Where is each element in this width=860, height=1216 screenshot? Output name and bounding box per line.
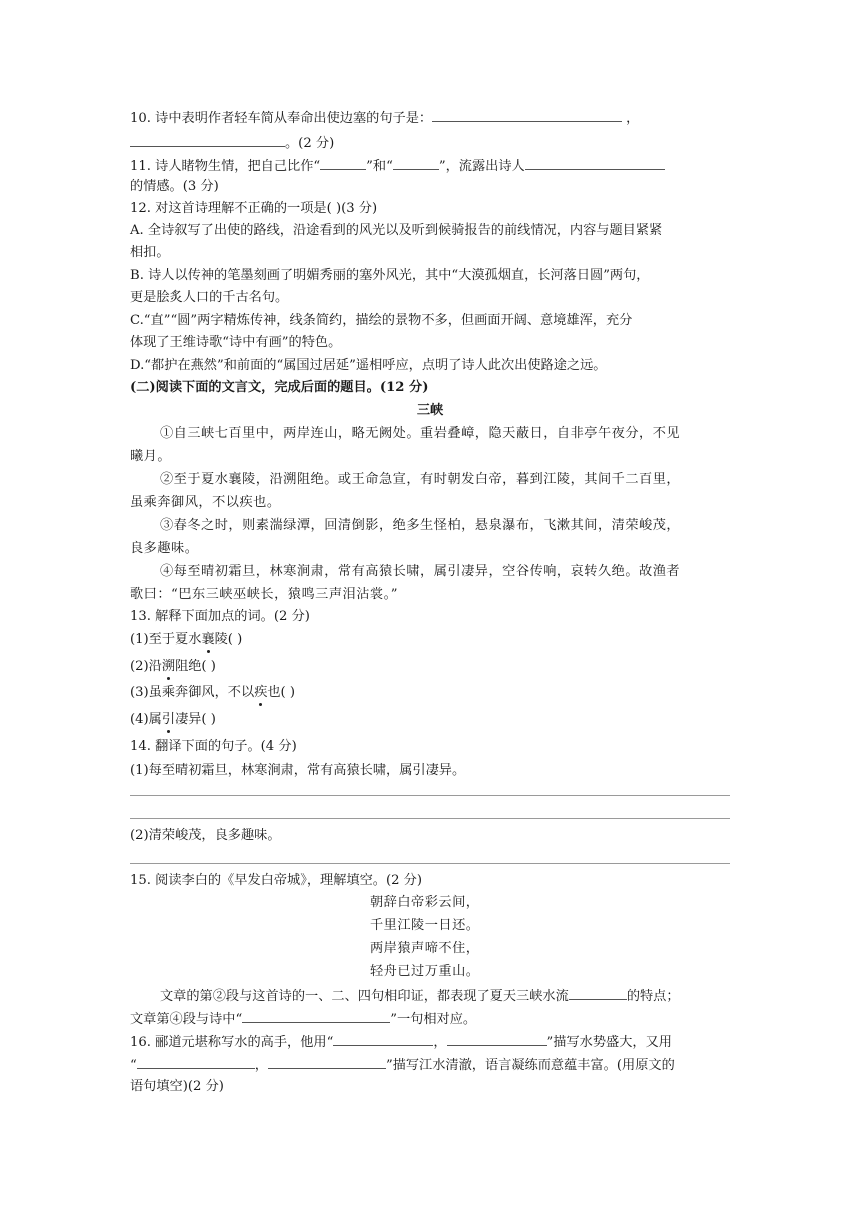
q10-blank-2[interactable] [130, 132, 285, 147]
poem-line-1: 朝辞白帝彩云间， [370, 895, 480, 910]
q16-text-e: ， [254, 1058, 268, 1073]
q16-text-d: “ [130, 1058, 137, 1073]
passage-title: 三峡 [416, 403, 444, 418]
q13-item-1[interactable] [130, 630, 242, 650]
q13-item-3-post: 也( ) [267, 685, 296, 700]
q11-text-b: ”和“ [366, 159, 393, 174]
q13-item-4-dotted-word: 引 [162, 710, 175, 730]
q10-text: 10. 诗中表明作者轻车简从奉命出使边塞的句子是： [130, 111, 433, 126]
q14-answer-line-1[interactable] [130, 795, 730, 796]
q15-stem: 15. 阅读李白的《早发白帝城》，理解填空。(2 分) [130, 873, 422, 888]
q13-item-3-dotted-word: 疾 [254, 683, 267, 703]
q13-item-4[interactable] [130, 710, 216, 730]
q12-option-c-line1[interactable]: C.“直”“圆”两字精炼传神，线条简约，描绘的景物不多，但画面开阔、意境雄浑，充分 [130, 313, 633, 328]
q13-item-3[interactable] [130, 683, 295, 703]
section-2-heading: (二)阅读下面的文言文，完成后面的题目。(12 分) [130, 380, 429, 395]
q13-stem: 13. 解释下面加点的词。(2 分) [130, 609, 310, 624]
passage-p4-line1: ④每至晴初霜旦，林寒涧肃，常有高猿长啸，属引凄异，空谷传响，哀转久绝。故渔者 [160, 564, 681, 579]
poem-line-4: 轻舟已过万重山。 [370, 964, 480, 979]
passage-p1-line1: ①自三峡七百里中，两岸连山，略无阙处。重岩叠嶂，隐天蔽日，自非亭午夜分，不见 [160, 426, 681, 441]
q11-tail: 的情感。(3 分) [130, 179, 219, 194]
q11-blank-2[interactable] [393, 155, 439, 170]
q11-blank-3[interactable] [525, 155, 665, 170]
q16-text-f: ”描写江水清澈，语言凝练而意蕴丰富。(用原文的 [385, 1058, 675, 1073]
passage-p2-line1: ②至于夏水襄陵，沿溯阻绝。或王命急宣，有时朝发白帝，暮到江陵，其间千二百里， [160, 472, 681, 487]
q11-blank-1[interactable] [320, 155, 366, 170]
q14-answer-line-3[interactable] [130, 863, 730, 864]
question-11 [130, 155, 665, 177]
poem-line-3: 两岸猿声啼不住， [370, 941, 480, 956]
q13-item-4-pre: (4)属 [130, 712, 162, 727]
q16-blank-2[interactable] [447, 1031, 547, 1046]
poem-line-2: 千里江陵一日还。 [370, 918, 480, 933]
q15-text-3: 文章第④段与诗中“ [130, 1012, 243, 1027]
q12-option-c-line2: 体现了王维诗歌“诗中有画”的特色。 [130, 335, 342, 350]
q12-option-a-line2: 相扣。 [130, 245, 170, 260]
q15-text-4: ”一句相对应。 [390, 1012, 477, 1027]
q13-item-1-dotted-word: 襄 [201, 630, 214, 650]
q13-item-3-pre: (3)虽乘奔御风，不以 [130, 685, 255, 700]
q16-text-a: 16. 郦道元堪称写水的高手，他用“ [130, 1035, 334, 1050]
question-10 [130, 107, 639, 129]
q13-item-2-pre: (2)沿 [130, 659, 162, 674]
q16-text-c: ”描写水势盛大，又用 [546, 1035, 672, 1050]
q14-sentence-1: (1)每至晴初霜旦，林寒涧肃，常有高猿长啸，属引凄异。 [130, 763, 466, 778]
question-10-cont [130, 132, 334, 154]
q15-text-1: 文章的第②段与这首诗的一、二、四句相印证，都表现了夏天三峡水流 [160, 989, 569, 1004]
q11-text-c: ”，流露出诗人 [438, 159, 525, 174]
q12-option-b-line1[interactable]: B. 诗人以传神的笔墨刻画了明媚秀丽的塞外风光，其中“大漠孤烟直，长河落日圆”两句， [130, 268, 650, 283]
q13-item-1-pre: (1)至于夏水 [130, 632, 202, 647]
q13-item-2-dotted-word: 溯 [162, 657, 175, 677]
q16-line-1 [130, 1031, 672, 1053]
q10-blank-1[interactable] [432, 107, 622, 122]
q12-option-d[interactable]: D.“都护在燕然”和前面的“属国过居延”遥相呼应，点明了诗人此次出使路途之远。 [130, 358, 607, 373]
q16-text-b: ， [433, 1035, 447, 1050]
q13-item-2-post: 阻绝( ) [175, 659, 216, 674]
q16-blank-4[interactable] [268, 1054, 386, 1069]
q12-option-b-line2: 更是脍炙人口的千古名句。 [130, 290, 289, 305]
q13-item-1-post: 陵( ) [214, 632, 243, 647]
q16-line-3: 语句填空)(2 分) [130, 1079, 224, 1094]
q15-fill-line-2 [130, 1008, 476, 1030]
q15-text-2: 的特点； [626, 989, 680, 1004]
q16-line-2 [130, 1054, 675, 1076]
passage-p2-line2: 虽乘奔御风，不以疾也。 [130, 495, 281, 510]
passage-p4-line2: 歌曰：“巴东三峡巫峡长，猿鸣三声泪沾裳。” [130, 587, 398, 602]
passage-p1-line2: 曦月。 [130, 449, 172, 464]
q16-blank-3[interactable] [137, 1054, 255, 1069]
q15-blank-2[interactable] [242, 1008, 390, 1023]
passage-p3-line2: 良多趣味。 [130, 541, 199, 556]
q15-blank-1[interactable] [569, 985, 627, 1000]
q12-option-a-line1[interactable]: A. 全诗叙写了出使的路线，沿途看到的风光以及听到候骑报告的前线情况，内容与题目紧紧 [130, 223, 663, 238]
q12-stem: 12. 对这首诗理解不正确的一项是( )(3 分) [130, 201, 378, 216]
q16-blank-1[interactable] [333, 1031, 433, 1046]
q14-answer-line-2[interactable] [130, 818, 730, 819]
q10-score: 。(2 分) [285, 136, 335, 151]
q10-separator: ， [626, 111, 640, 126]
q13-item-4-post: 凄异( ) [175, 712, 216, 727]
q14-sentence-2: (2)清荣峻茂，良多趣味。 [130, 828, 281, 843]
q14-stem: 14. 翻译下面的句子。(4 分) [130, 739, 297, 754]
q15-fill-line-1 [160, 985, 680, 1007]
passage-p3-line1: ③春冬之时，则素湍绿潭，回清倒影，绝多生怪柏，悬泉瀑布，飞漱其间，清荣峻茂， [160, 518, 681, 533]
q11-text-a: 11. 诗人睹物生情，把自己比作“ [130, 159, 321, 174]
q13-item-2[interactable] [130, 657, 216, 677]
